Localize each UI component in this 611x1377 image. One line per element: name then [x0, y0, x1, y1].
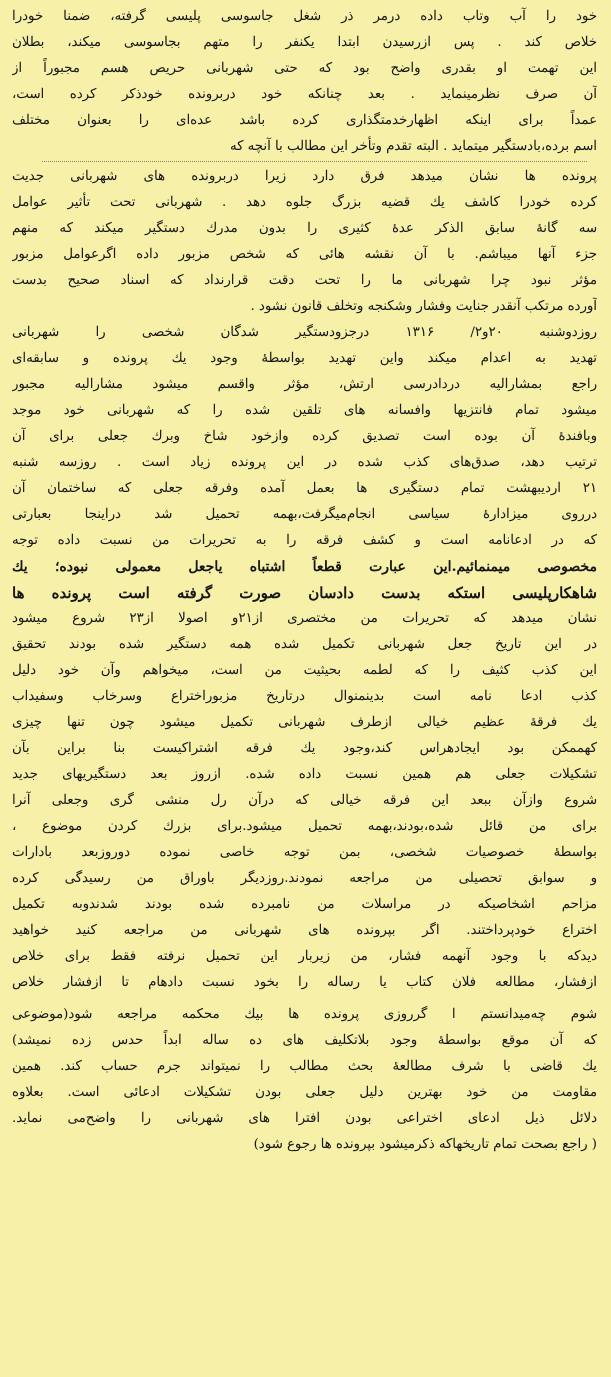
text-line: مزاحم اشخاصیکه در مراسلات من نامبرده شده بودند شدندوبه تکمیل — [12, 897, 597, 912]
text-line: که آن موقع بواسطهٔ وجود بلاتکلیف های ده ساله ابداً حدس زده نمیشد) — [12, 1033, 597, 1048]
text-line: کرده خودرا کاشف یك قضیه بزرگ جلوه دهد . شهربانی تحت تأثیر عوامل — [12, 195, 597, 210]
text-line: عمداً برای اینکه اظهارخدمتگذاری کرده باشد عده‌ای را بعنوان مختلف — [12, 113, 597, 128]
text-line: مقاومت من خود بهترین دلیل جعلی بودن تشکیلات ادعائی است. بعلاوه — [12, 1085, 597, 1100]
text-line: اختراع خودپرداختند. اگر بپرونده های شهربانی من مراجعه کنید خواهید — [12, 923, 597, 938]
text-line: آن صرف نظرمینماید . بعد چنانکه خود دربرونده خودذکر کرده است، — [12, 87, 597, 102]
text-line: روزدوشنبه ۲۰و۲/ ۱۳۱۶ درجزودستگیر شدگان شخصی را شهربانی — [12, 325, 597, 340]
text-line: بواسطهٔ خصوصیات شخصی، بمن توجه خاصی نموده دوروزبعد بادارات — [12, 845, 597, 860]
bold-heading-line: شاهکارپلیسی استکه بدست دادسان صورت گرفته است پرونده ها — [12, 584, 597, 602]
text-line: تهدید به اعدام میکند واین تهدید بواسطهٔ وجود یك پرونده و سابقه‌ای — [12, 351, 597, 366]
text-line: سه گانهٔ سابق الذکر عدهٔ کثیری را بدون مدرك دستگیر میکند که منهم — [12, 221, 597, 236]
text-line: جزء آنها میباشم. با آن نقشه هائی که شخص مزبور داده اگرعوامل مزبور — [12, 247, 597, 262]
text-line: خلاص کند . پس ازرسیدن ابتدا یکنفر را متهم بجاسوسی میکند، بطلان — [12, 35, 597, 50]
text-line: این کذب کثیف را که لطمه بحیثیت من است، میخواهم وآن خود دلیل — [12, 663, 597, 678]
text-line: در این تاریخ جعل شهربانی تکمیل شده همه دستگیر شده بودند تحقیق — [12, 637, 597, 652]
dotted-divider — [42, 161, 587, 162]
text-line: خود را آب وتاب داده درمر ذر شغل جاسوسی پلیسی گرفته، ضمنا خودرا — [12, 9, 597, 24]
text-line: تشکیلات جعلی هم همین نسبت داده شده. ازروز بعد دستگیریهای جدید — [12, 767, 597, 782]
text-line: راجع بمشارالیه دردادرسی ارتش، مؤثر واقسم میشود مشارالیه مجبور — [12, 377, 597, 392]
text-line: مؤثر نبود چرا شهربانی ما را تحت دقت قرارنداد که اسناد صحیح بدست — [12, 273, 597, 288]
text-line: این تهمت او بقدری واضح بود که حتی شهربانی حریص هسم مجبوراً از — [12, 61, 597, 76]
paragraph-3 — [12, 320, 597, 996]
text-line: ۲۱ اردیبهشت تمام دستگیری ها بعمل آمده وفرقه جعلی که ساختمان آن — [12, 481, 597, 496]
text-line: میشود تمام فانتزیها وافسانه های تلقین شده را که شهربانی خود موجد — [12, 403, 597, 418]
text-line: یك فرقهٔ عظیم خیالی ازطرف شهربانی تکمیل میشود چون تنها چیزی — [12, 715, 597, 730]
text-line: اسم برده،بادستگیر میتماید . البته تقدم وتأخر این مطالب با آنچه که — [229, 139, 597, 154]
text-line: آورده مرتکب آنقدر جنایت وفشار وشکنجه وتخلف قانون نشود . — [250, 299, 597, 314]
text-line: وبافندهٔ آن بوده است تصدیق کرده وازخود شاخ وبرك جعلی برای آن — [12, 429, 597, 444]
paragraph-5 — [12, 1002, 597, 1158]
emphasized-line: مخصوصی میمنمائیم.این عبارت قطعاً اشتباه یاجعل معمولی نبوده؛ یك — [12, 559, 597, 575]
text-line: یك قاضی با شرف مطالعهٔ بحث مطالب را نمیتواند جرم حساب کند. همین — [12, 1059, 597, 1074]
text-line: نشان میدهد که تحریرات من مختصری از۲۱و اصولا از۲۳ شروع میشود — [12, 611, 597, 626]
text-line: و سوابق تحصیلی من مراجعه نمودند.روزدیگر باوراق من رسیدگی کرده — [12, 871, 597, 886]
text-line: شروع وازآن ببعد این فرقه خیالی که درآن رل منشی گری وجعلی آنرا — [12, 793, 597, 808]
text-line: که در ادعانامه است و کشف فرقه را به تحریرات من نسبت داده توجه — [12, 533, 597, 548]
text-line: برای من قائل شده،بودند،بهمه تحمیل میشود.برای بزرك کردن موضوع ، — [12, 819, 597, 834]
text-line: درروی میزادارهٔ سیاسی انجام‌میگرفت،بهمه تحمیل شد دراینجا بعبارتی — [12, 507, 597, 522]
text-line: شوم چه‌میدانستم ا گرروزی پرونده ها بیك محکمه مراجعه شود(موضوعی — [12, 1007, 597, 1022]
text-line: ترتیب دهد، صدق‌های کذب شده در این پرونده زیاد است . روزسه شنبه — [12, 455, 597, 470]
text-line: ( راجع بصحت تمام تاریخهاکه ذکرمیشود بپرونده ها رجوع شود) — [253, 1137, 597, 1152]
text-line: کذب ادعا نامه است بدینمنوال درتاریخ مزبوراختراع وسرخاب وسفیداب — [12, 689, 597, 704]
text-line: دلائل ذیل ادعای اختراعی بودن افترا های شهربانی را واضح‌می نماید. — [12, 1111, 597, 1126]
text-line: پرونده ها نشان میدهد فرق دارد زیرا دربرونده های شهربانی جدیت — [12, 169, 597, 184]
text-line: ازفشار، مطالعه فلان کتاب یا رساله را بخود نسبت دادهام تا ازفشار خلاص — [12, 975, 597, 990]
paragraph-2 — [12, 164, 597, 320]
paragraph-1 — [12, 4, 597, 160]
text-line: کهممکن بود ایجادهراس کند،وجود یك فرقه اشتراکیست بنا براین بآن — [12, 741, 597, 756]
text-line: دیدکه با وجود آنهمه فشار، من زیربار این تحمیل نرفته فقط برای خلاص — [12, 949, 597, 964]
